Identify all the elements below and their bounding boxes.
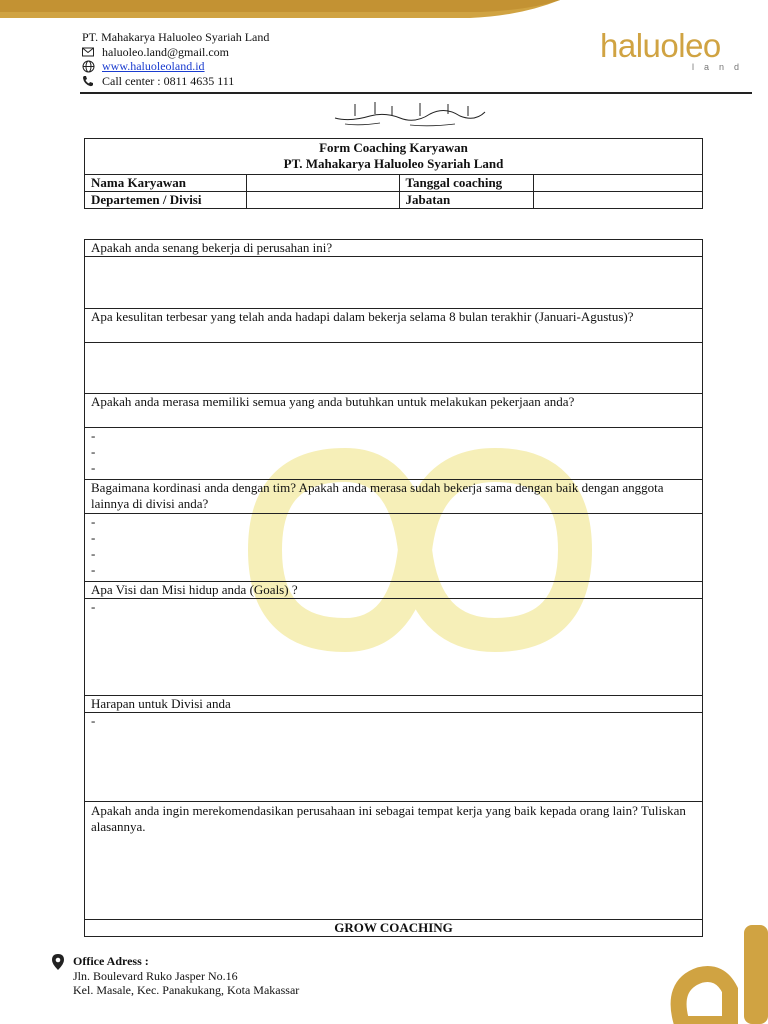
form-title: [85, 139, 703, 175]
answer-6[interactable]: [85, 713, 703, 802]
haluoleo-logo: [600, 27, 750, 74]
answer-4[interactable]: [85, 514, 703, 582]
jabatan-label: Jabatan: [399, 192, 534, 209]
logo-subtext: land: [692, 62, 750, 72]
dash-item: -: [91, 599, 96, 614]
dash-item: -: [91, 530, 96, 545]
dash-item: -: [91, 514, 96, 529]
dash-item: -: [91, 546, 96, 561]
form-title-line2: PT. Mahakarya Haluoleo Syariah Land: [283, 156, 504, 171]
jabatan-field[interactable]: [534, 192, 703, 209]
question-2: Apa kesulitan terbesar yang telah anda hadapi dalam bekerja selama 8 bulan terakhir (Januari-Agustus)?: [85, 309, 703, 343]
top-decoration: [0, 0, 768, 22]
nama-field[interactable]: [246, 175, 399, 192]
grow-coaching-heading: GROW COACHING: [85, 920, 703, 937]
email-text: haluoleo.land@gmail.com: [102, 44, 230, 59]
question-1: Apakah anda senang bekerja di perusahan ini?: [85, 240, 703, 257]
form-header-table: [84, 138, 703, 209]
tanggal-field[interactable]: [534, 175, 703, 192]
header-divider: [80, 92, 752, 94]
corner-decoration: [660, 915, 768, 1024]
company-name: PT. Mahakarya Haluoleo Syariah Land: [82, 30, 270, 44]
form-title-line1: Form Coaching Karyawan: [319, 140, 468, 155]
question-6: Harapan untuk Divisi anda: [85, 696, 703, 713]
call-center-text: Call center : 0811 4635 111: [102, 73, 235, 88]
questions-table: [84, 239, 703, 937]
departemen-label: Departemen / Divisi: [85, 192, 247, 209]
dash-item: -: [91, 444, 96, 459]
website-link[interactable]: www.haluoleoland.id: [102, 59, 205, 73]
phone-icon: [82, 75, 102, 87]
location-pin-icon: [52, 954, 64, 970]
answer-2[interactable]: [85, 343, 703, 394]
bismillah-calligraphy: [330, 98, 490, 128]
footer-title: Office Adress :: [73, 954, 149, 968]
globe-icon: [82, 60, 102, 73]
departemen-field[interactable]: [246, 192, 399, 209]
answer-3[interactable]: [85, 428, 703, 480]
question-7-text: Apakah anda ingin merekomendasikan perusahaan ini sebagai tempat kerja yang baik kepada orang lain? Tuliskan alasannya.: [91, 803, 686, 834]
footer-address-line1: Jln. Boulevard Ruko Jasper No.16: [73, 968, 238, 983]
dash-item: -: [91, 562, 96, 577]
question-4: Bagaimana kordinasi anda dengan tim? Apakah anda merasa sudah bekerja sama dengan baik dengan anggota lainnya di divisi anda?: [85, 480, 703, 514]
question-7[interactable]: [85, 802, 703, 920]
question-3: Apakah anda merasa memiliki semua yang anda butuhkan untuk melakukan pekerjaan anda?: [85, 394, 703, 428]
nama-label: Nama Karyawan: [85, 175, 247, 192]
dash-item: -: [91, 713, 96, 728]
answer-1[interactable]: [85, 257, 703, 309]
email-icon: [82, 47, 102, 57]
office-address: [52, 954, 299, 998]
answer-5[interactable]: [85, 599, 703, 696]
logo-wordmark: haluoleo: [600, 27, 721, 64]
question-5: Apa Visi dan Misi hidup anda (Goals) ?: [85, 582, 703, 599]
tanggal-label: Tanggal coaching: [399, 175, 534, 192]
footer-address-line2: Kel. Masale, Kec. Panakukang, Kota Makassar: [73, 983, 300, 997]
contact-info: [82, 30, 269, 88]
dash-item: -: [91, 460, 96, 475]
dash-item: -: [91, 428, 96, 443]
